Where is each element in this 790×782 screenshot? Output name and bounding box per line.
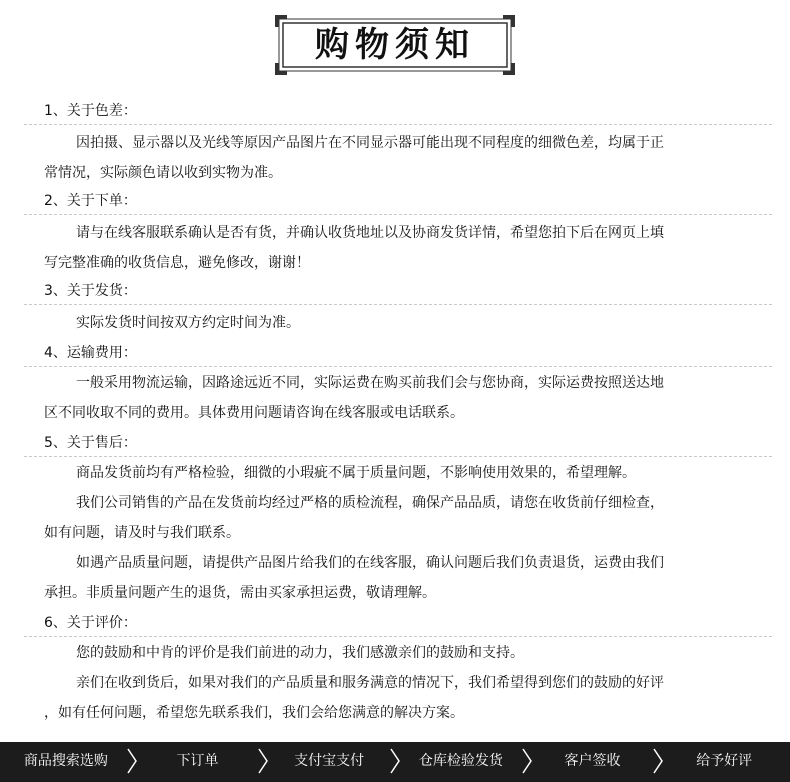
dashed-divider: [24, 214, 772, 215]
section-heading: 2、关于下单：: [44, 193, 137, 209]
section-heading: 5、关于售后：: [44, 435, 137, 451]
paragraph-line: 一般采用物流运输，因路途远近不同，实际运费在购买前我们会与您协商，实际运费按照送达地: [76, 375, 664, 391]
paragraph-line: 请与在线客服联系确认是否有货，并确认收货地址以及协商发货详情，希望您拍下后在网页上填: [76, 225, 664, 241]
dashed-divider: [24, 124, 772, 125]
dashed-divider: [24, 304, 772, 305]
step-label: 下订单: [176, 753, 219, 769]
step-browse: [0, 742, 132, 782]
section-heading: 4、运输费用：: [44, 345, 137, 361]
step-ship: [395, 742, 527, 782]
paragraph-line: 亲们在收到货后，如果对我们的产品质量和服务满意的情况下，我们希望得到您们的鼓励的好评: [76, 675, 664, 691]
dashed-divider: [24, 456, 772, 457]
title-frame: [274, 14, 516, 76]
paragraph-line: 如遇产品质量问题，请提供产品图片给我们的在线客服，确认问题后我们负责退货，运费由我们: [76, 555, 664, 571]
paragraph-line: 因拍摄、显示器以及光线等原因产品图片在不同显示器可能出现不同程度的细微色差，均属于正: [76, 135, 664, 151]
section-heading: 6、关于评价：: [44, 615, 137, 631]
paragraph-line: ，如有任何问题，希望您先联系我们，我们会给您满意的解决方案。: [44, 705, 464, 721]
paragraph-line: 区不同收取不同的费用。具体费用问题请咨询在线客服或电话联系。: [44, 405, 464, 421]
dashed-divider: [24, 636, 772, 637]
paragraph-line: 您的鼓励和中肯的评价是我们前进的动力，我们感激亲们的鼓励和支持。: [76, 645, 524, 661]
section-heading: 3、关于发货：: [44, 283, 137, 299]
page-title: 购物须知: [315, 25, 475, 65]
paragraph-line: 常情况，实际颜色请以收到实物为准。: [44, 165, 282, 181]
step-receive: [527, 742, 659, 782]
step-order: [132, 742, 264, 782]
step-review: [658, 742, 790, 782]
process-steps-bar: [0, 742, 790, 782]
dashed-divider: [24, 366, 772, 367]
section-heading: 1、关于色差：: [44, 103, 137, 119]
paragraph-line: 商品发货前均有严格检验，细微的小瑕疵不属于质量问题，不影响使用效果的，希望理解。: [76, 465, 636, 481]
step-label: 给予好评: [696, 753, 753, 769]
paragraph-line: 写完整准确的收货信息，避免修改，谢谢！: [44, 255, 310, 271]
step-pay: [263, 742, 395, 782]
paragraph-line: 如有问题，请及时与我们联系。: [44, 525, 240, 541]
paragraph-line: 我们公司销售的产品在发货前均经过严格的质检流程，确保产品品质，请您在收货前仔细检查，: [76, 495, 664, 511]
paragraph-line: 承担。非质量问题产生的退货，需由买家承担运费，敬请理解。: [44, 585, 436, 601]
paragraph-line: 实际发货时间按双方约定时间为准。: [76, 315, 300, 331]
step-label: 客户签收: [564, 753, 621, 769]
step-label: 支付宝支付: [294, 753, 365, 769]
step-label: 仓库检验发货: [418, 753, 503, 769]
step-label: 商品搜索选购: [23, 753, 108, 769]
